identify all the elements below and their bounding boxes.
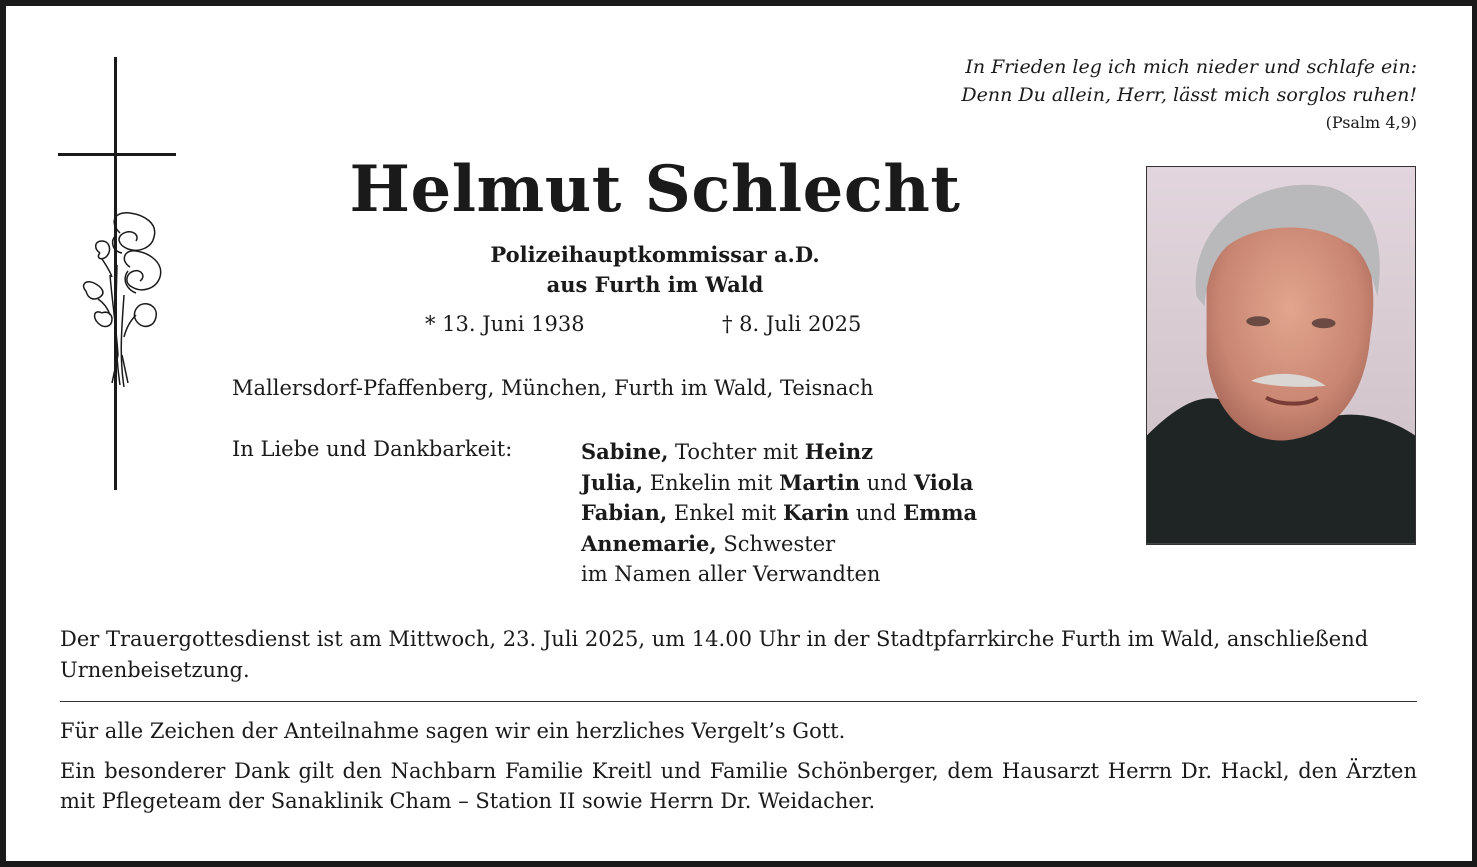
cross-horizontal: [58, 153, 176, 156]
deceased-origin: aus Furth im Wald: [546, 272, 764, 297]
mourner-line: [581, 559, 977, 590]
mourner-name: Viola: [913, 469, 974, 495]
thanks-general: Für alle Zeichen der Anteilnahme sagen wir ein herzliches Vergelt’s Gott.: [60, 719, 846, 743]
mourner-name: Karin: [783, 500, 850, 525]
mourner-name: Julia,: [581, 469, 644, 495]
birth-date: * 13. Juni 1938: [425, 312, 585, 336]
portrait-photo: [1146, 166, 1416, 545]
mourners-list: [581, 437, 977, 590]
mourner-line: [581, 468, 977, 499]
mourners-label: In Liebe und Dankbarkeit:: [232, 437, 513, 461]
mourner-line: [581, 529, 977, 560]
mourner-relation: und: [849, 501, 904, 525]
places-of-life: Mallersdorf-Pfaffenberg, München, Furth im Wald, Teisnach: [232, 376, 874, 400]
psalm-reference: (Psalm 4,9): [1325, 113, 1417, 132]
deceased-title: Polizeihauptkommissar a.D.: [490, 242, 820, 267]
funeral-service-info: Der Trauergottesdienst ist am Mittwoch, 23. Juli 2025, um 14.00 Uhr in der Stadtpfarrkirche Furth im Wald, anschließend Urnenbeisetzung.: [60, 627, 1369, 682]
psalm-quote: [961, 53, 1417, 109]
mourner-name: Martin: [779, 469, 861, 495]
psalm-line-2: Denn Du allein, Herr, lässt mich sorglos ruhen!: [961, 84, 1417, 106]
mourner-name: Annemarie,: [581, 530, 717, 556]
mourner-line: [581, 437, 977, 468]
mourner-line: [581, 498, 977, 529]
deceased-name: Helmut Schlecht: [349, 152, 961, 227]
mourner-relation: Enkelin mit: [643, 470, 780, 495]
roses-icon: [72, 205, 172, 395]
psalm-line-1: In Frieden leg ich mich nieder und schlafe ein:: [965, 56, 1417, 78]
mourner-name: Fabian,: [581, 500, 668, 525]
mourner-relation: im Namen aller Verwandten: [581, 562, 881, 586]
mourner-relation: Tochter mit: [668, 440, 805, 464]
mourner-relation: und: [860, 470, 914, 495]
mourner-relation: Enkel mit: [667, 501, 784, 525]
mourner-name: Sabine,: [581, 439, 669, 464]
thanks-special: Ein besonderer Dank gilt den Nachbarn Familie Kreitl und Familie Schönberger, dem Hausarzt Herrn Dr. Hackl, den Ärzten mit Pflegeteam der Sanaklinik Cham – Station II sowie Herrn Dr. Weidacher.: [60, 759, 1417, 813]
mourner-relation: Schwester: [716, 531, 836, 556]
mourner-name: Heinz: [804, 439, 874, 464]
mourner-name: Emma: [903, 500, 978, 525]
divider: [60, 701, 1417, 702]
death-date: † 8. Juli 2025: [722, 312, 862, 336]
